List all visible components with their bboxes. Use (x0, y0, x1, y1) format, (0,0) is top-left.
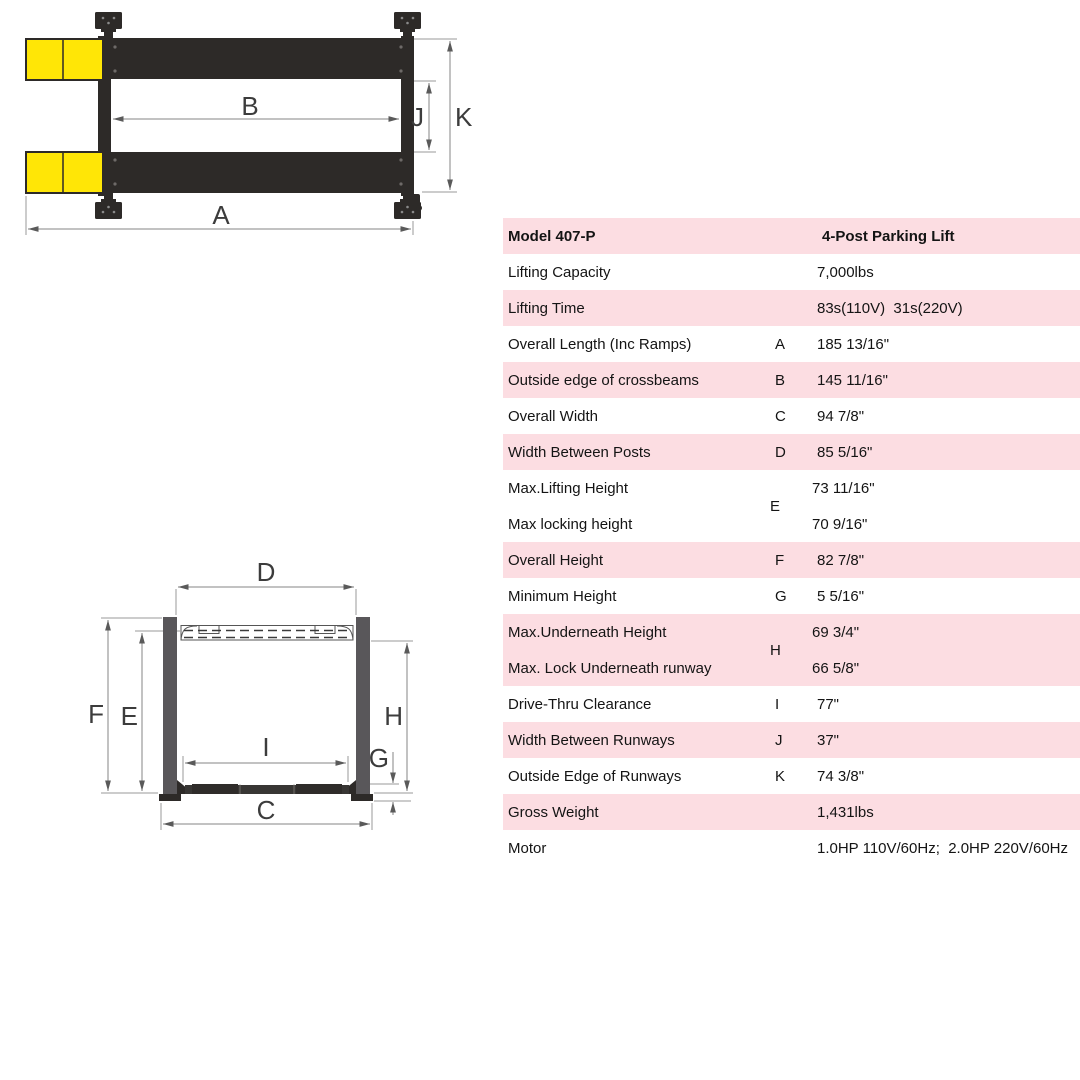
spec-label-pair (503, 470, 770, 542)
spec-letter: H (770, 641, 781, 659)
dim-label-H: H (384, 701, 403, 731)
dim-label-K: K (455, 102, 473, 132)
spec-value: 1.0HP 110V/60Hz; 2.0HP 220V/60Hz (817, 839, 1068, 857)
spec-label: Overall Height (508, 551, 604, 569)
spec-value: 85 5/16" (817, 443, 873, 461)
spec-letter: A (775, 335, 786, 353)
spec-value: 77" (817, 695, 840, 713)
table-row (503, 398, 1080, 434)
spec-value: 70 9/16" (812, 515, 868, 533)
model-title: Model 407-P (508, 227, 596, 245)
approach-ramps (26, 39, 103, 193)
dim-label-E: E (120, 701, 138, 731)
spec-label: Outside edge of crossbeams (508, 371, 699, 389)
table-row-group-E (503, 470, 1080, 542)
spec-letter: F (775, 551, 785, 569)
front-view-diagram (60, 548, 480, 843)
spec-label: Drive-Thru Clearance (508, 695, 652, 713)
spec-table (503, 218, 1080, 866)
spec-value: 145 11/16" (817, 371, 888, 389)
spec-label: Max locking height (508, 515, 633, 533)
spec-label: Outside Edge of Runways (508, 767, 682, 785)
spec-label: Max.Underneath Height (508, 623, 667, 641)
spec-label: Motor (508, 839, 547, 857)
spec-value: 1,431lbs (817, 803, 874, 821)
spec-letter: K (775, 767, 786, 785)
spec-value: 66 5/8" (812, 659, 860, 677)
spec-label-pair (503, 614, 770, 686)
spec-label: Overall Length (Inc Ramps) (508, 335, 692, 353)
table-row (503, 362, 1080, 398)
spec-value: 73 11/16" (812, 479, 875, 497)
spec-value: 83s(110V) 31s(220V) (817, 299, 963, 317)
spec-letter: J (775, 731, 783, 749)
left-post (163, 617, 177, 794)
spec-value: 82 7/8" (817, 551, 865, 569)
spec-value: 74 3/8" (817, 767, 865, 785)
spec-label: Width Between Runways (508, 731, 675, 749)
spec-label: Minimum Height (508, 587, 617, 605)
left-baseplate (159, 794, 181, 801)
table-row (503, 578, 1080, 614)
dim-label-G: G (368, 743, 389, 773)
table-row (503, 758, 1080, 794)
spec-value: 7,000lbs (817, 263, 874, 281)
spec-value: 185 13/16" (817, 335, 890, 353)
spec-label: Max.Lifting Height (508, 479, 629, 497)
spec-letter: B (775, 371, 786, 389)
ramp-bottom (26, 152, 103, 193)
table-row (503, 722, 1080, 758)
dim-label-B: B (241, 91, 259, 121)
spec-value-pair (812, 614, 1080, 686)
dim-label-D: D (256, 557, 276, 587)
table-header-row (503, 218, 1080, 254)
spec-label: Overall Width (508, 407, 599, 425)
spec-letter: E (770, 497, 781, 515)
ramp-top (26, 39, 103, 80)
dim-label-F: F (88, 699, 104, 729)
table-row (503, 434, 1080, 470)
dim-label-J: J (411, 102, 424, 132)
spec-letter: G (775, 587, 787, 605)
spec-label: Gross Weight (508, 803, 599, 821)
table-row-group-H (503, 614, 1080, 686)
spec-value: 37" (817, 731, 840, 749)
lowered-crossbeam (177, 780, 356, 794)
spec-label: Width Between Posts (508, 443, 651, 461)
table-row (503, 326, 1080, 362)
bottom-runway (106, 152, 409, 193)
dim-label-C: C (256, 795, 276, 825)
product-title: 4-Post Parking Lift (822, 227, 955, 245)
top-runway (106, 38, 409, 79)
table-row (503, 794, 1080, 830)
dim-label-I: I (262, 732, 270, 762)
table-row (503, 686, 1080, 722)
spec-value: 69 3/4" (812, 623, 860, 641)
top-view-diagram (0, 0, 480, 245)
spec-label: Lifting Capacity (508, 263, 611, 281)
spec-label: Lifting Time (508, 299, 585, 317)
spec-value: 5 5/16" (817, 587, 865, 605)
spec-letter: D (775, 443, 786, 461)
table-row (503, 542, 1080, 578)
spec-letter: C (775, 407, 786, 425)
spec-label: Max. Lock Underneath runway (508, 659, 712, 677)
right-baseplate (351, 794, 373, 801)
spec-letter: I (775, 695, 780, 713)
spec-value-pair (812, 470, 1080, 542)
dim-label-A: A (212, 200, 230, 230)
table-row (503, 254, 1080, 290)
table-row (503, 830, 1080, 866)
spec-value: 94 7/8" (817, 407, 865, 425)
raised-crossbeam (181, 626, 353, 641)
table-row (503, 290, 1080, 326)
